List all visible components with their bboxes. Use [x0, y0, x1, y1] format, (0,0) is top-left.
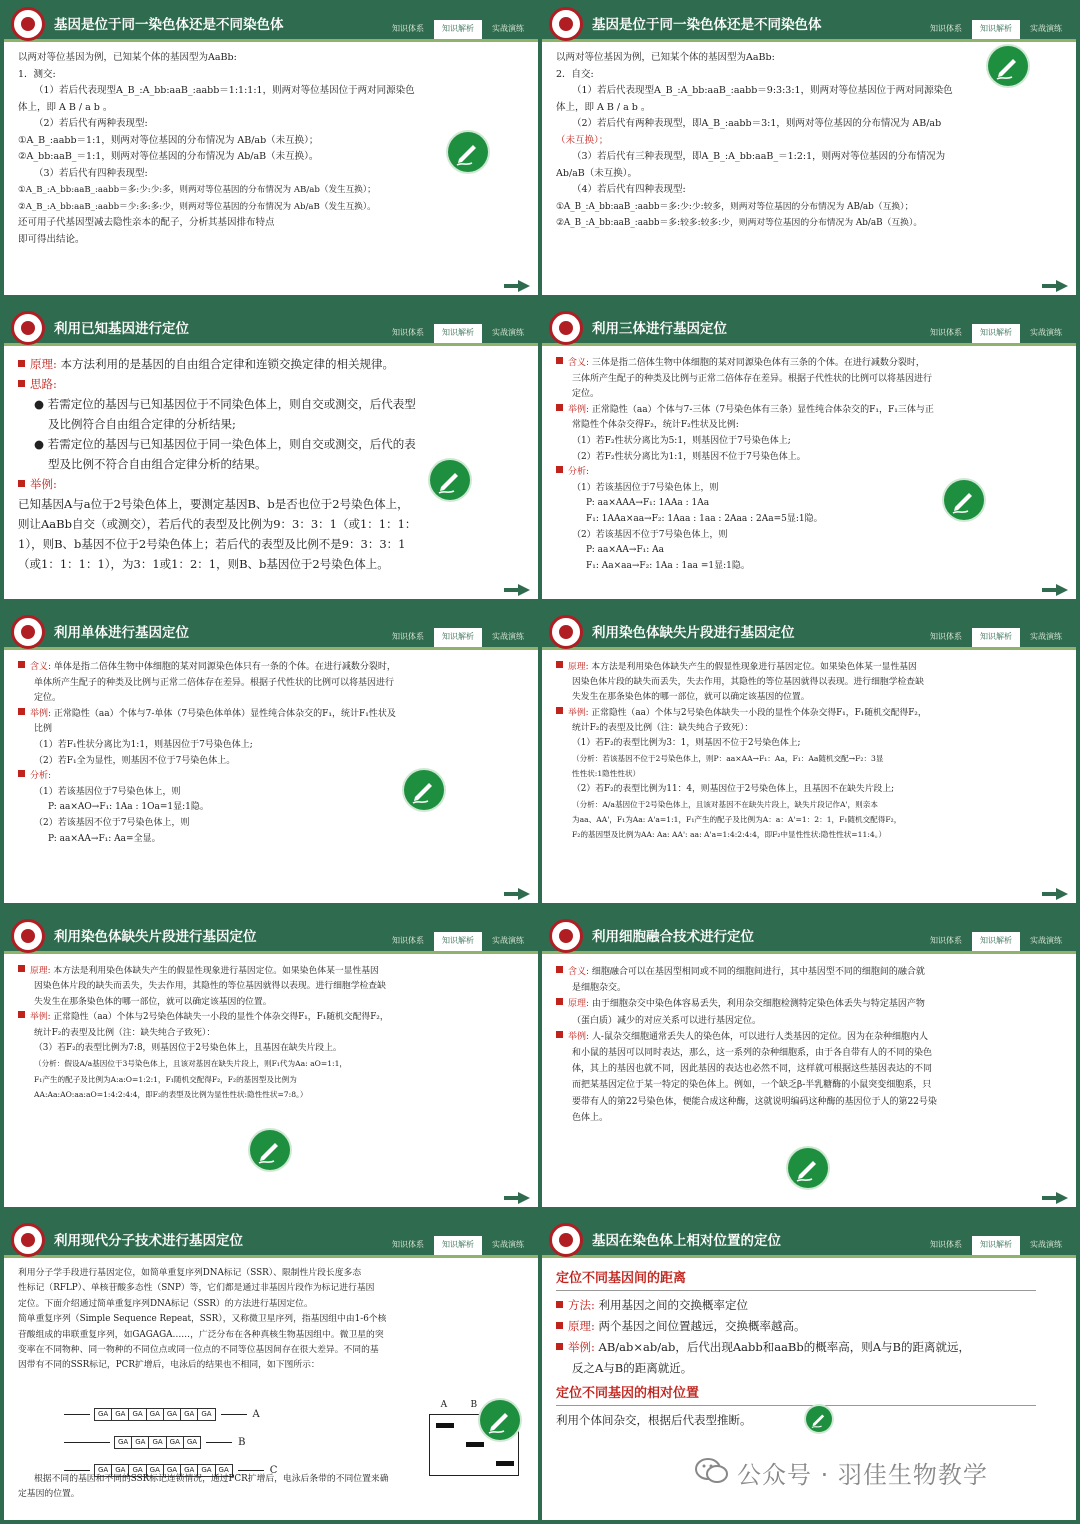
bullet-marker — [18, 1011, 25, 1018]
slide-title: 利用三体进行基因定位 — [592, 321, 727, 337]
tab-practice[interactable]: 实战演练 — [1030, 24, 1062, 33]
text-line: 而把某基因定位于某一特定的染色体上。例如，一个缺乏β-半乳糖酶的小鼠突变细胞系，只 — [572, 1080, 932, 1091]
text-line: （3）若后代有四种表现型: — [34, 167, 148, 179]
tab-knowledge-analysis[interactable]: 知识解析 — [434, 324, 482, 343]
tab-knowledge-analysis[interactable]: 知识解析 — [972, 932, 1020, 951]
tab-bar — [920, 1236, 1070, 1255]
arrow-right-icon — [64, 1414, 90, 1415]
label-analysis: 分析: — [568, 467, 590, 478]
tab-knowledge-analysis[interactable]: 知识解析 — [434, 628, 482, 647]
row-label: B — [238, 1437, 246, 1448]
text-line: P: aa×AO→F₁: 1Aa : 1Oa=1显:1隐。 — [48, 802, 209, 813]
tab-practice[interactable]: 实战演练 — [492, 328, 524, 337]
text-line: 统计F₂的表型及比例（注：缺失纯合子致死）： — [572, 722, 754, 733]
label-example: 举例: — [568, 404, 590, 415]
repeat-unit: GA — [94, 1408, 112, 1421]
tab-knowledge-analysis[interactable]: 知识解析 — [434, 932, 482, 951]
text-line: AA:Aa:AO:aa:aO=1:4:2:4:4，即F₂的表型及比例为显性性状:隐性性状=7:8。） — [34, 1090, 308, 1100]
text-line: 性标记（RFLP）、单核苷酸多态性（SNP）等，它们都是通过非基因片段作为标记进行基因 — [18, 1283, 375, 1294]
tab-knowledge-system[interactable]: 知识体系 — [392, 936, 424, 945]
label-principle: 原理: — [568, 999, 590, 1010]
principle-text: 两个基因之间位置越远，交换概率越高。 — [598, 1319, 806, 1333]
repeat-unit: GA — [183, 1436, 201, 1449]
text-line: 统计F₂的表型及比例（注：缺失纯合子致死）： — [34, 1027, 216, 1038]
repeat-unit: GA — [148, 1436, 166, 1449]
text-line: 正常隐性（aa）个体与2号染色体缺失一小段的显性个体杂交得F₁，F₁随机交配得F₂， — [591, 707, 927, 718]
tab-knowledge-analysis[interactable]: 知识解析 — [972, 20, 1020, 39]
slide-title: 利用现代分子技术进行基因定位 — [54, 1233, 243, 1249]
tab-knowledge-system[interactable]: 知识体系 — [930, 328, 962, 337]
lane-label-a: A — [440, 1400, 448, 1410]
text-line: 以两对等位基因为例，已知某个体的基因型为AaBb: — [18, 52, 237, 63]
repeat-unit: GA — [146, 1408, 164, 1421]
slide-title: 利用已知基因进行定位 — [54, 321, 189, 337]
text-line: F₁产生的配子及比例为A:a:O=1:2:1，F₁随机交配得F₂，F₂的基因型及比例为 — [34, 1074, 297, 1084]
slide-header — [542, 4, 1076, 42]
slide-footer — [4, 295, 538, 302]
text-line: 因染色体片段的缺失而丢失，失去作用，其隐性的等位基因就得以表现。进行细胞学检查缺 — [572, 677, 924, 688]
slide-title: 利用细胞融合技术进行定位 — [592, 929, 754, 945]
school-logo-icon — [11, 311, 45, 345]
text-line: P: aa×AA→F₁: Aa=全显。 — [48, 833, 161, 844]
ssr-row — [64, 1408, 260, 1421]
text-line: 本方法是利用染色体缺失产生的假显性现象进行基因定位。如果染色体某一显性基因 — [591, 662, 917, 672]
repeat-unit: GA — [128, 1408, 146, 1421]
school-logo-icon — [11, 615, 45, 649]
text-line: 定位。下面介绍通过简单重复序列DNA标记（SSR）的方法进行基因定位。 — [18, 1298, 313, 1309]
text-line: （1）若F₂性状分离比为5:1，则基因位于7号染色体上; — [572, 435, 791, 446]
school-logo-icon — [11, 919, 45, 953]
bullet-marker — [18, 708, 25, 715]
tab-knowledge-analysis[interactable]: 知识解析 — [434, 20, 482, 39]
text-line: （分析：若该基因不位于2号染色体上，则P：aa×AA→F₁：Aa，F₁：Aa随机交配→F₂：3显 — [572, 754, 884, 764]
tab-knowledge-system[interactable]: 知识体系 — [392, 1240, 424, 1249]
text-line: 性性状:1隐性性状） — [572, 769, 641, 779]
school-logo-icon — [11, 1223, 45, 1257]
edit-note-icon[interactable] — [404, 770, 444, 810]
row-label: C — [269, 1465, 278, 1476]
text-line: 若需定位的基因与已知基因位于不同染色体上，则自交或测交，后代表型 — [47, 397, 416, 411]
slide-body — [556, 964, 1062, 1126]
tab-practice[interactable]: 实战演练 — [1030, 936, 1062, 945]
bullet-marker — [18, 380, 25, 387]
school-logo-icon — [549, 7, 583, 41]
slide-6[interactable] — [542, 612, 1076, 910]
label-method: 方法: — [568, 1298, 595, 1312]
tab-practice[interactable]: 实战演练 — [1030, 328, 1062, 337]
text-line: （4）若后代有四种表现型: — [572, 184, 686, 195]
slide-body — [556, 50, 1062, 232]
label-principle: 原理: — [30, 357, 57, 371]
row-label: A — [252, 1409, 260, 1420]
repeat-unit: GA — [166, 1436, 184, 1449]
repeat-unit: GA — [197, 1408, 215, 1421]
tab-knowledge-analysis[interactable]: 知识解析 — [972, 324, 1020, 343]
text-line: ①A_B_:A_bb:aaB_:aabb＝多:少:少:较多，则两对等位基因的分布情况为 AB/ab（互换）； — [556, 201, 914, 212]
label-definition: 含义: — [568, 358, 590, 368]
text-line: （1）若该基因位于7号染色体上，则 — [34, 786, 181, 797]
slide-3[interactable] — [4, 308, 538, 606]
text-line: P: aa×AAA→F₁: 1AAa : 1Aa — [586, 498, 710, 509]
label-example: 举例: — [30, 477, 57, 491]
pointing-hand-icon[interactable] — [502, 884, 532, 904]
bullet-marker — [556, 998, 563, 1005]
text-line: 单体是指二倍体生物中体细胞的某对同源染色体只有一条的个体。在进行减数分裂时， — [53, 662, 396, 672]
repeat-unit: GA — [163, 1408, 181, 1421]
arrow-left-icon — [206, 1442, 232, 1443]
text-line: 因带有不同的SSR标记，PCR扩增后，电泳后的结果也不相同，如下图所示： — [18, 1360, 320, 1371]
slide-footer — [542, 599, 1076, 606]
bullet-marker — [556, 707, 563, 714]
edit-note-icon[interactable] — [988, 46, 1028, 86]
slide-body — [556, 1264, 1036, 1431]
text-line: 以两对等位基因为例，已知某个体的基因型为AaBb: — [556, 52, 775, 63]
edit-note-icon[interactable] — [944, 480, 984, 520]
text-line: 体，其上的基因也就不同，因此基因的表达也必然不同，这样就可根据这些基因表达的不同 — [572, 1064, 933, 1075]
pointing-hand-icon[interactable] — [502, 276, 532, 296]
bullet-marker — [556, 966, 563, 973]
slide-4[interactable] — [542, 308, 1076, 606]
slide-body — [556, 660, 1062, 842]
label-analysis: 分析: — [30, 771, 52, 782]
text-line: （2）若F₂性状分离比为1:1，则基因不位于7号染色体上。 — [572, 451, 806, 462]
text-line: ②A_bb:aaB_＝1:1，则两对等位基因的分布情况为 Ab/aB（未互换）。 — [18, 151, 319, 162]
tab-practice[interactable]: 实战演练 — [492, 936, 524, 945]
label-principle: 原理: — [568, 662, 589, 672]
arrow-left-icon — [221, 1414, 247, 1415]
slide-header — [4, 1220, 538, 1258]
tab-bar — [382, 628, 532, 647]
text-line: ①A_B_:aabb＝1:1，则两对等位基因的分布情况为 AB/ab（未互换）； — [18, 134, 319, 146]
text-line: （2）若后代有两种表现型，即A_B_:aabb＝3:1，则两对等位基因的分布情况为 AB/ab — [572, 118, 942, 129]
arrow-right-icon — [64, 1442, 110, 1443]
text-line: P: aa×AA→F₁: Aa — [586, 545, 665, 556]
slide-title: 利用染色体缺失片段进行基因定位 — [592, 625, 795, 641]
slide-header — [4, 308, 538, 346]
text-line: 和小鼠的基因可以同时表达，那么，这一系列的杂种细胞系，由于各自带有人的不同的染色 — [572, 1048, 933, 1059]
text-line: 1），则B、b基因不位于2号染色体上；若后代的表型及比例不是9：3：3：1 — [18, 537, 406, 551]
tab-bar — [382, 1236, 532, 1255]
pointing-hand-icon[interactable] — [1040, 884, 1070, 904]
text-line: （2）若后代有两种表现型: — [34, 118, 148, 129]
text-line: 三体是指二倍体生物中体细胞的某对同源染色体有三条的个体。在进行减数分裂时， — [591, 358, 925, 368]
slide-title: 基因在染色体上相对位置的定位 — [592, 1233, 781, 1249]
pointing-hand-icon[interactable] — [1040, 276, 1070, 296]
text-line: 本方法是利用染色体缺失产生的假显性现象进行基因定位。如果染色体某一显性基因 — [53, 966, 379, 976]
slide-9[interactable] — [4, 1220, 538, 1520]
text-line: （蛋白质）减少的对应关系可以进行基因定位。 — [572, 1015, 762, 1026]
text-line: AB/ab×ab/ab，后代出现Aabb和aaBb的概率高，则A与B的距离就远， — [598, 1340, 970, 1354]
slide-footer — [4, 1207, 538, 1214]
repeat-unit: GA — [180, 1408, 198, 1421]
caption — [18, 1472, 524, 1503]
gel-band — [466, 1442, 484, 1447]
text-line: （2）若F₂的表型比例为11：4，则基因位于2号染色体上，且基因不在缺失片段上; — [572, 783, 895, 794]
bullet-marker — [18, 965, 25, 972]
bullet-marker — [18, 480, 25, 487]
repeat-unit: GA — [163, 1464, 181, 1477]
tab-knowledge-system[interactable]: 知识体系 — [930, 632, 962, 641]
text-line: 因染色体片段的缺失而丢失，失去作用，其隐性的等位基因就得以表现。进行细胞学检查缺 — [34, 981, 386, 992]
text-line: 2．自交: — [556, 68, 594, 80]
bullet-marker — [556, 1322, 563, 1329]
edit-note-icon[interactable] — [788, 1148, 828, 1188]
arrow-right-icon — [64, 1470, 90, 1471]
text-line: 单体所产生配子的种类及比例与正常二倍体存在差异。根据子代性状的比例可以将基因进行 — [34, 677, 395, 688]
slide-footer — [542, 903, 1076, 910]
pointing-hand-icon[interactable] — [1040, 580, 1070, 600]
slide-header — [4, 916, 538, 954]
bullet-marker — [18, 360, 25, 367]
label-example: 举例: — [30, 1012, 51, 1023]
slide-title: 利用单体进行基因定位 — [54, 625, 189, 641]
edit-note-icon[interactable] — [806, 1406, 832, 1432]
bullet-marker — [556, 466, 563, 473]
pointing-hand-icon[interactable] — [502, 580, 532, 600]
text-line: F₁: 1AAa×aa→F₂: 1Aaa : 1aa : 2Aaa : 2Aa=5显:1隐。 — [586, 513, 823, 524]
text-line: 利用分子学手段进行基因定位，如简单重复序列DNA标记（SSR）、限制性片段长度多态 — [18, 1268, 362, 1278]
label-example: 举例: — [30, 708, 52, 719]
text-line: 细胞融合可以在基因型相同或不同的细胞间进行，其中基因型不同的细胞间的融合就 — [591, 967, 925, 977]
text-line: 失发生在那条染色体的哪一部位，就可以确定该基因的位置。 — [34, 996, 272, 1007]
repeat-unit: GA — [197, 1464, 215, 1477]
bullet-marker — [556, 661, 563, 668]
text-line: 色体上。 — [572, 1112, 609, 1123]
text-line: （或1：1：1：1），为3：1或1：2：1，则B、b基因位于2号染色体上。 — [18, 557, 389, 571]
slide-body: 原理: 本方法利用的是基因的自由组合定律和连锁交换定律的相关规律。 思路: ● 若需定位的基因与已知基因位于不同染色体上，则自交或测交，后代表型 及比例符合自由组合定律的分析结果; ● 若需定位的基因与已知基因位于同一染色体上，则自交或测交，后代的表 型及比例不符合自由组合定律分析的结果。 举例: 已知基因A与a位于2号染色体上，要测定基因B、b是否也位于2号染色体上， 则让AaBb自交（或测交），若后代的表型及比例为9：3：3：1（或1：1：1： 1），则B、b基因不位于2号染色体上；若后代的表型及比例不是9：3：3：1 （或1：1：1：1），为3：1或1：2：1，则B、b基因位于2号染色体上。 — [18, 354, 524, 574]
text-line: 人-鼠杂交细胞通常丢失人的染色体，可以进行人类基因的定位。因为在杂种细胞内人 — [591, 1031, 928, 1042]
tab-knowledge-analysis[interactable]: 知识解析 — [972, 1236, 1020, 1255]
text-line: 三体所产生配子的种类及比例与正常二倍体存在差异。根据子代性状的比例可以将基因进行 — [572, 373, 933, 384]
slide-title: 基因是位于同一染色体还是不同染色体 — [592, 17, 822, 33]
text-line: （未互换）； — [556, 134, 609, 146]
school-logo-icon — [549, 615, 583, 649]
text-line: 反之A与B的距离就近。 — [572, 1361, 693, 1375]
tab-knowledge-system[interactable]: 知识体系 — [392, 24, 424, 33]
text-line: 体上，即 A B / a b 。 — [556, 101, 651, 113]
watermark-text: 公众号 · 羽佳生物教学 — [737, 1461, 988, 1489]
repeat-unit: GA — [111, 1464, 129, 1477]
method-text: 利用基因之间的交换概率定位 — [598, 1298, 749, 1312]
text-line: ①A_B_:A_bb:aaB_:aabb＝多:少:少:多，则两对等位基因的分布情况为 AB/ab（发生互换）； — [18, 185, 376, 195]
principle-text: 本方法利用的是基因的自由组合定律和连锁交换定律的相关规律。 — [60, 357, 395, 371]
repeat-unit: GA — [215, 1464, 233, 1477]
tab-knowledge-system[interactable]: 知识体系 — [930, 24, 962, 33]
label-example: 举例: — [568, 1340, 595, 1354]
text-line: （3）若后代有三种表现型，即A_B_:A_bb:aaB_＝1:2:1，则两对等位基因的分布情况为 — [572, 151, 946, 162]
repeat-unit: GA — [111, 1408, 129, 1421]
bullet-marker — [556, 1301, 563, 1308]
text-line: 正常隐性（aa）个体与7-三体（7号染色体有三条）显性纯合体杂交的F₁，F₁三体与正 — [591, 404, 934, 415]
tab-bar — [920, 932, 1070, 951]
slide-footer — [542, 1207, 1076, 1214]
text-line: 即可得出结论。 — [18, 233, 85, 245]
slide-title: 利用染色体缺失片段进行基因定位 — [54, 929, 257, 945]
text-line: 则让AaBb自交（或测交），若后代的表型及比例为9：3：3：1（或1：1：1： — [18, 517, 417, 531]
slide-header — [542, 308, 1076, 346]
text-line: 利用个体间杂交，根据后代表型推断。 — [556, 1413, 752, 1427]
repeat-unit: GA — [146, 1464, 164, 1477]
edit-note-icon[interactable] — [480, 1400, 520, 1440]
slide-footer — [4, 599, 538, 606]
arrow-left-icon — [238, 1470, 264, 1471]
lane-label-b: B — [470, 1400, 478, 1410]
school-logo-icon — [11, 7, 45, 41]
text-line: 定基因的位置。 — [18, 1489, 80, 1500]
label-example: 举例: — [568, 1031, 590, 1042]
text-line: F₂的基因型及比例为AA: Aa: AA': aa: A'a=1:4:2:4:4，即F₂中显性性状:隐性性状=11:4。） — [572, 830, 887, 840]
bullet-marker — [556, 357, 563, 364]
text-line: 根据不同的基因和不同的SSR标记连锁情况，通过PCR扩增后，电泳后条带的不同位置来确 — [34, 1474, 389, 1484]
section-heading-relative-position: 定位不同基因的相对位置 — [556, 1383, 1036, 1406]
tab-practice[interactable]: 实战演练 — [492, 632, 524, 641]
gel-band — [436, 1423, 454, 1428]
text-line: 由于细胞杂交中染色体容易丢失，利用杂交细胞检测特定染色体丢失与特定基因产物 — [591, 999, 925, 1010]
tab-knowledge-analysis[interactable]: 知识解析 — [434, 1236, 482, 1255]
slide-footer — [542, 295, 1076, 302]
slide-body — [556, 356, 1062, 574]
tab-knowledge-system[interactable]: 知识体系 — [392, 328, 424, 337]
text-line: 定位。 — [34, 693, 62, 704]
edit-note-icon[interactable] — [430, 460, 470, 500]
text-line: （1）若F₂的表型比例为3：1，则基因不位于2号染色体上; — [572, 738, 801, 749]
slide-title: 基因是位于同一染色体还是不同染色体 — [54, 17, 284, 33]
slide-body — [18, 964, 524, 1103]
bullet-marker — [18, 770, 25, 777]
slide-header — [542, 916, 1076, 954]
text-line: （1）若该基因位于7号染色体上，则 — [572, 482, 719, 493]
text-line: （3）若F₂的表型比例为7:8，则基因位于2号染色体上，且基因在缺失片段上。 — [34, 1043, 342, 1054]
label-example: 举例: — [568, 707, 589, 718]
tab-practice[interactable]: 实战演练 — [492, 1240, 524, 1249]
slide-header — [4, 4, 538, 42]
label-definition: 含义: — [30, 662, 52, 672]
text-line: （1）若后代表现型A_B_:A_bb:aaB_:aabb＝1:1:1:1，则两对等位基因位于两对同源染色 — [34, 85, 415, 96]
text-line: 为aa、AA'，F₁为Aa: A'a=1:1，F₁产生的配子及比例为A：a：A'=1：2：1，F₁随机交配得F₂， — [572, 815, 902, 825]
edit-note-icon[interactable] — [250, 1130, 290, 1170]
slide-5[interactable] — [4, 612, 538, 910]
label-idea: 思路: — [30, 377, 57, 391]
bullet-marker — [556, 1343, 563, 1350]
text-line: 1．测交: — [18, 68, 56, 80]
text-line: 简单重复序列（Simple Sequence Repeat，SSR），又称微卫星序列，指基因组中由1-6个核 — [18, 1314, 387, 1325]
slide-1[interactable] — [4, 4, 538, 302]
slide-header — [4, 612, 538, 650]
school-logo-icon — [549, 1223, 583, 1257]
text-line: （2）若该基因不位于7号染色体上，则 — [34, 817, 190, 828]
label-definition: 含义: — [568, 967, 590, 977]
text-line: （2）若该基因不位于7号染色体上，则 — [572, 529, 728, 540]
repeat-unit: GA — [114, 1436, 132, 1449]
text-line: ②A_B_:A_bb:aaB_:aabb＝多:较多:较多:少，则两对等位基因的分布情况为 Ab/aB（互换）。 — [556, 218, 923, 228]
text-line: 已知基因A与a位于2号染色体上，要测定基因B、b是否也位于2号染色体上， — [18, 497, 409, 511]
text-line: 变率在不同物种、同一物种的不同位点或同一位点的不同等位基因间存在很大差异。不同的基 — [18, 1345, 379, 1356]
text-line: （分析：假设A/a基因位于3号染色体上，且该对基因在缺失片段上，则F₁代为Aa: aO=1:1， — [34, 1059, 348, 1069]
tab-practice[interactable]: 实战演练 — [1030, 632, 1062, 641]
text-line: 失发生在那条染色体的哪一部位，就可以确定该基因的位置。 — [572, 692, 810, 703]
repeat-unit: GA — [94, 1464, 112, 1477]
label-principle: 原理: — [30, 966, 51, 976]
slide-body — [18, 1266, 524, 1374]
gel-band — [496, 1461, 514, 1466]
repeat-unit: GA — [128, 1464, 146, 1477]
bullet-marker — [556, 1031, 563, 1038]
tab-bar — [382, 20, 532, 39]
text-line: 要带有人的第22号染色体，便能合成这种酶，这就说明编码这种酶的基因位于人的第22号染 — [572, 1096, 937, 1107]
text-line: 还可用子代基因型减去隐性亲本的配子，分析其基因排布特点 — [18, 217, 275, 228]
text-line: 型及比例不符合自由组合定律分析的结果。 — [48, 457, 267, 471]
edit-note-icon[interactable] — [448, 132, 488, 172]
text-line: Ab/aB（未互换）。 — [556, 167, 638, 179]
text-line: 正常隐性（aa）个体与7-单体（7号染色体单体）显性纯合体杂交的F₁，统计F₁性状及 — [53, 708, 396, 719]
text-line: 及比例符合自由组合定律的分析结果; — [48, 417, 236, 431]
pointing-hand-icon[interactable] — [502, 1188, 532, 1208]
tab-knowledge-system[interactable]: 知识体系 — [930, 1240, 962, 1249]
tab-knowledge-system[interactable]: 知识体系 — [392, 632, 424, 641]
text-line: 是细胞杂交。 — [572, 983, 627, 994]
school-logo-icon — [549, 311, 583, 345]
text-line: （2）若F₁全为显性，则基因不位于7号染色体上。 — [34, 755, 236, 766]
slide-7[interactable] — [4, 916, 538, 1214]
repeat-unit: GA — [180, 1464, 198, 1477]
tab-practice[interactable]: 实战演练 — [1030, 1240, 1062, 1249]
tab-knowledge-system[interactable]: 知识体系 — [930, 936, 962, 945]
tab-knowledge-analysis[interactable]: 知识解析 — [972, 628, 1020, 647]
text-line: 比例 — [34, 724, 53, 735]
text-line: 苷酸组成的串联重复序列，如GAGAGA……，广泛分布在各种真核生物基因组中。微卫星的突 — [18, 1329, 384, 1340]
text-line: （1）若F₁性状分离比为1:1，则基因位于7号染色体上; — [34, 739, 253, 750]
tab-bar — [920, 20, 1070, 39]
school-logo-icon — [549, 919, 583, 953]
tab-practice[interactable]: 实战演练 — [492, 24, 524, 33]
slide-body — [18, 660, 524, 847]
ssr-diagram — [64, 1400, 478, 1476]
slide-8[interactable] — [542, 916, 1076, 1214]
slide-header — [542, 612, 1076, 650]
text-line: （分析：A/a基因位于2号染色体上，且该对基因不在缺失片段上，缺失片段记作A'，则亲本 — [572, 799, 878, 809]
text-line: 定位。 — [572, 389, 600, 400]
tab-bar — [920, 628, 1070, 647]
slide-footer — [4, 903, 538, 910]
slide-2[interactable] — [542, 4, 1076, 302]
bullet-marker — [18, 661, 25, 668]
pointing-hand-icon[interactable] — [1040, 1188, 1070, 1208]
text-line: 正常隐性（aa）个体与2号染色体缺失一小段的显性个体杂交得F₁，F₁随机交配得F₂， — [53, 1012, 389, 1023]
text-line: 若需定位的基因与已知基因位于同一染色体上，则自交或测交，后代的表 — [47, 437, 416, 451]
text-line: ②A_B_:A_bb:aaB_:aabb＝少:多:多:少，则两对等位基因的分布情况为 Ab/aB（发生互换）。 — [18, 201, 376, 212]
slide-header — [542, 1220, 1076, 1258]
text-line: 体上，即 A B / a b 。 — [18, 101, 113, 113]
tab-bar — [382, 324, 532, 343]
text-line: 常隐性个体杂交得F₂，统计F₂性状及比例: — [572, 420, 739, 431]
section-heading-distance: 定位不同基因间的距离 — [556, 1268, 1036, 1291]
tab-bar — [920, 324, 1070, 343]
wechat-icon — [695, 1457, 729, 1485]
bullet-marker — [556, 404, 563, 411]
text-line: F₁: Aa×aa→F₂: 1Aa : 1aa =1显:1隐。 — [586, 560, 750, 571]
text-line: （1）若后代表现型A_B_:A_bb:aaB_:aabb＝9:3:3:1，则两对等位基因位于两对同源染色 — [572, 85, 953, 96]
repeat-unit: GA — [131, 1436, 149, 1449]
ssr-row — [64, 1436, 245, 1449]
tab-bar — [382, 932, 532, 951]
label-principle: 原理: — [568, 1319, 595, 1333]
wechat-watermark — [695, 1455, 988, 1490]
